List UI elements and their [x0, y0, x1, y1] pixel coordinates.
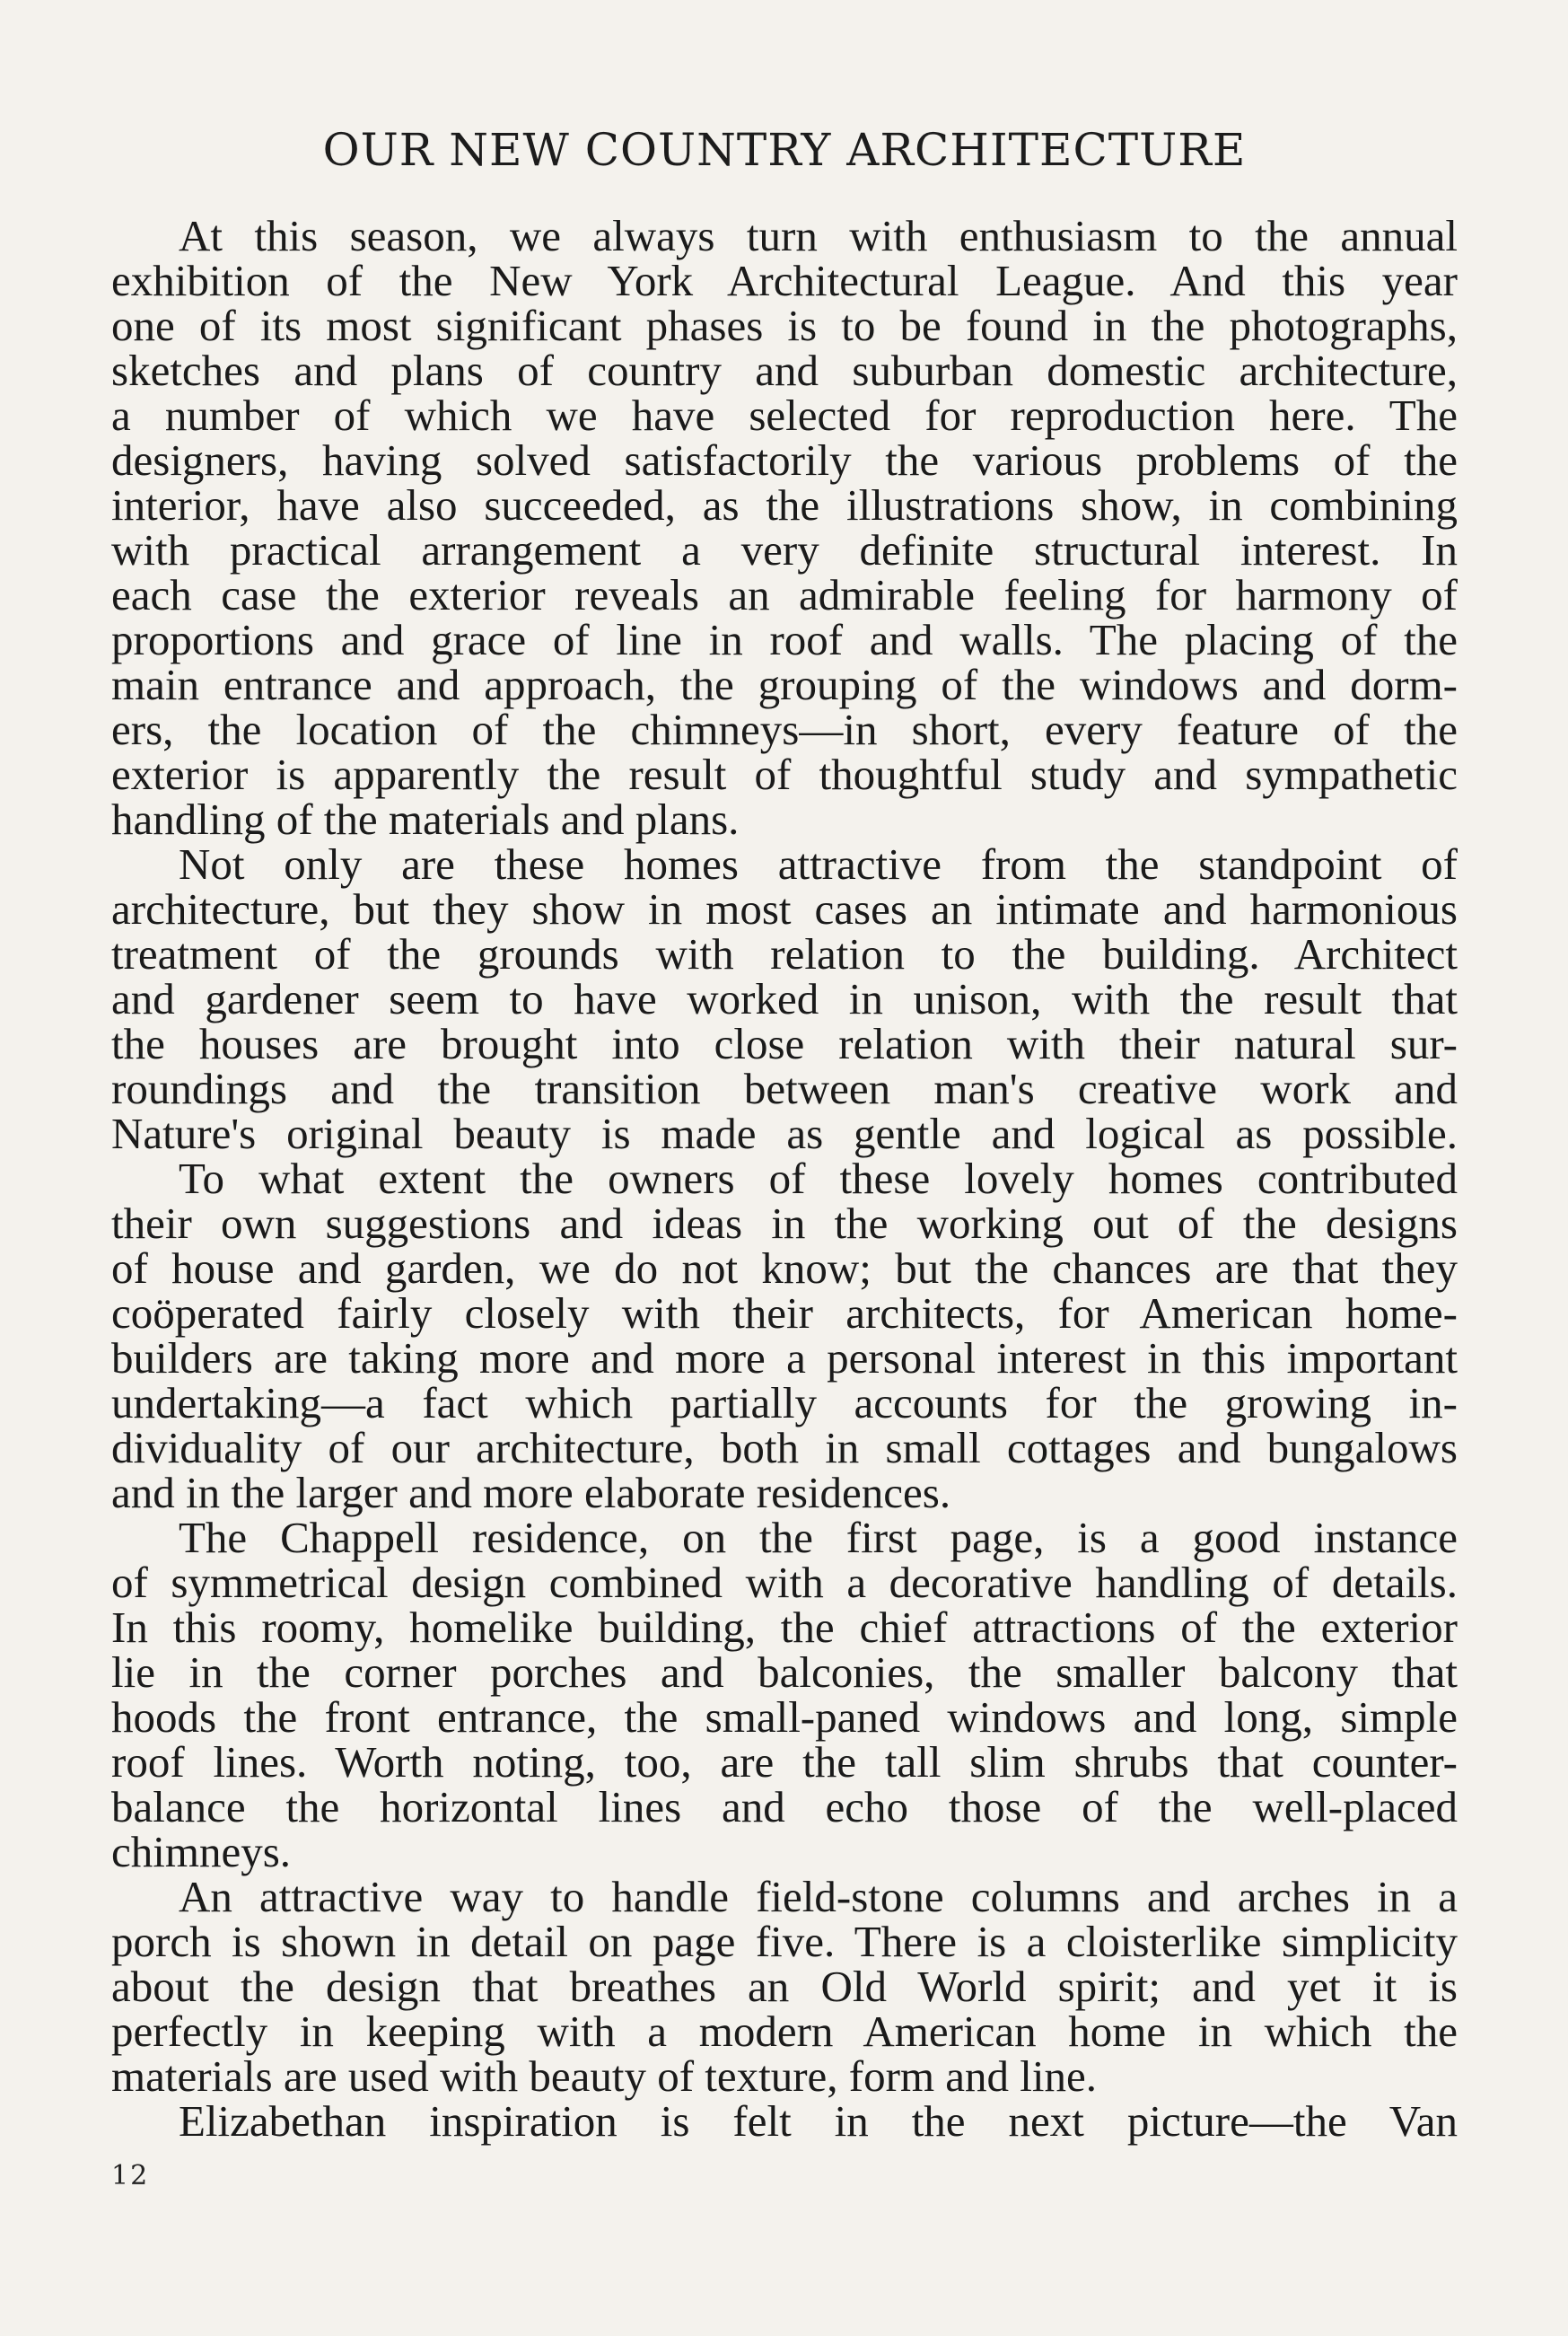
- text-line: At this season, we always turn with enthusiasm to the annual: [179, 211, 1458, 260]
- text-line: main entrance and approach, the grouping of the windows and dorm-: [111, 660, 1458, 709]
- text-line: balance the horizontal lines and echo those of the well-placed: [111, 1782, 1458, 1831]
- text-line: handling of the materials and plans.: [111, 795, 740, 844]
- text-line: architecture, but they show in most cases an intimate and harmonious: [111, 884, 1458, 934]
- text-line: perfectly in keeping with a modern American home in which the: [111, 2007, 1458, 2056]
- text-line: roundings and the transition between man's creative work and: [111, 1064, 1458, 1113]
- text-line: Not only are these homes attractive from the standpoint of: [179, 839, 1458, 889]
- text-line: each case the exterior reveals an admirable feeling for harmony of: [111, 570, 1458, 619]
- text-line: In this roomy, homelike building, the chief attractions of the exterior: [111, 1603, 1458, 1652]
- text-line: roof lines. Worth noting, too, are the tall slim shrubs that counter-: [111, 1737, 1458, 1787]
- article-body: [111, 211, 1458, 2146]
- text-line: The Chappell residence, on the first page, is a good instance: [179, 1513, 1458, 1562]
- page-number: 12: [111, 2160, 150, 2191]
- text-line: dividuality of our architecture, both in small cottages and bungalows: [111, 1423, 1458, 1472]
- text-line: undertaking—a fact which partially accounts for the growing in-: [111, 1378, 1458, 1427]
- text-line: builders are taking more and more a personal interest in this important: [111, 1333, 1458, 1383]
- text-line: about the design that breathes an Old World spirit; and yet it is: [111, 1962, 1458, 2011]
- text-line: of symmetrical design combined with a decorative handling of details.: [111, 1558, 1458, 1607]
- text-line: ers, the location of the chimneys—in short, every feature of the: [111, 705, 1458, 754]
- text-line: of house and garden, we do not know; but the chances are that they: [111, 1243, 1458, 1293]
- text-line: lie in the corner porches and balconies, the smaller balcony that: [111, 1647, 1458, 1697]
- text-line: treatment of the grounds with relation to the building. Architect: [111, 929, 1458, 979]
- text-line: proportions and grace of line in roof and walls. The placing of the: [111, 615, 1458, 664]
- text-line: one of its most significant phases is to be found in the photographs,: [111, 301, 1458, 350]
- text-line: sketches and plans of country and suburban domestic architecture,: [111, 346, 1458, 395]
- text-line: designers, having solved satisfactorily the various problems of the: [111, 435, 1458, 485]
- page-title: OUR NEW COUNTRY ARCHITECTURE: [322, 124, 1247, 176]
- text-line: An attractive way to handle field-stone columns and arches in a: [179, 1872, 1458, 1921]
- text-line: Elizabethan inspiration is felt in the next picture—the Van: [179, 2096, 1458, 2146]
- text-line: chimneys.: [111, 1827, 292, 1876]
- text-line: a number of which we have selected for reproduction here. The: [111, 391, 1458, 440]
- text-line: and in the larger and more elaborate residences.: [111, 1468, 951, 1517]
- text-line: coöperated fairly closely with their architects, for American home-: [111, 1288, 1458, 1338]
- text-line: materials are used with beauty of texture, form and line.: [111, 2051, 1098, 2101]
- text-line: exterior is apparently the result of thoughtful study and sympathetic: [111, 750, 1458, 799]
- text-line: interior, have also succeeded, as the illustrations show, in combining: [111, 480, 1458, 530]
- text-line: their own suggestions and ideas in the working out of the designs: [111, 1199, 1458, 1248]
- text-line: Nature's original beauty is made as gentle and logical as possible.: [111, 1109, 1458, 1158]
- text-line: hoods the front entrance, the small-paned windows and long, simple: [111, 1692, 1458, 1742]
- text-line: the houses are brought into close relation with their natural sur-: [111, 1019, 1458, 1068]
- text-line: and gardener seem to have worked in unison, with the result that: [111, 974, 1458, 1023]
- text-line: exhibition of the New York Architectural League. And this year: [111, 256, 1458, 305]
- text-line: To what extent the owners of these lovely homes contributed: [179, 1154, 1458, 1203]
- text-line: with practical arrangement a very definite structural interest. In: [111, 525, 1458, 575]
- text-line: porch is shown in detail on page five. There is a cloisterlike simplicity: [111, 1917, 1458, 1966]
